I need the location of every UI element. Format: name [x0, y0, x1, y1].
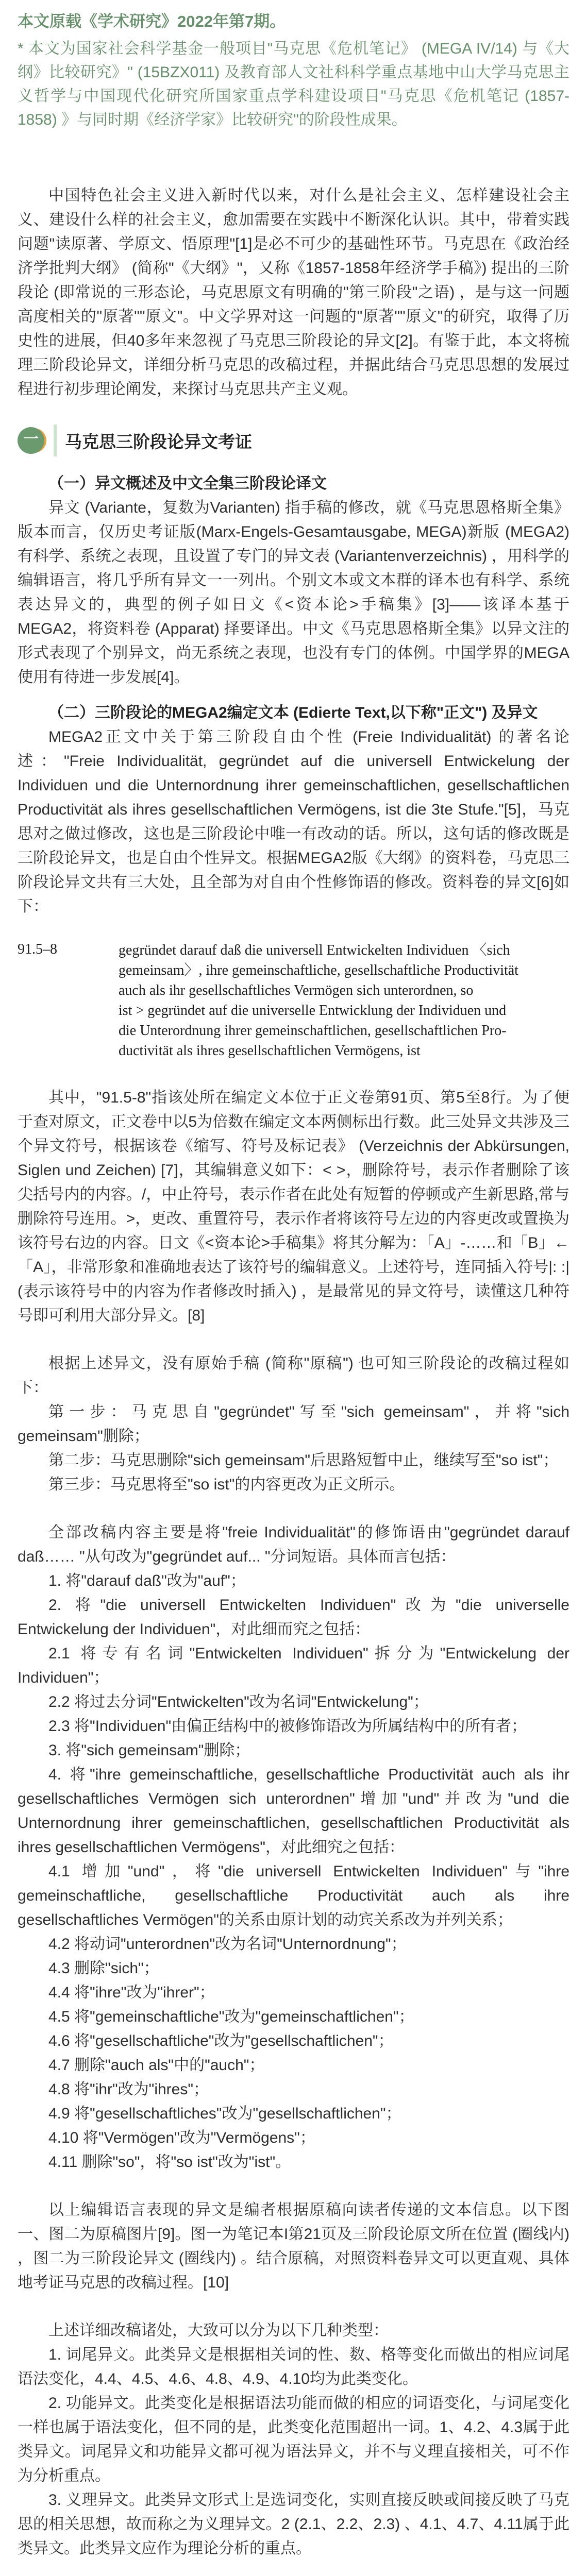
section-divider-bar [54, 425, 57, 456]
variant-types-intro: 上述详细改稿诸处，大致可以分为以下几种类型： [48, 2322, 389, 2339]
variant-type-2: 2. 功能异文。此类变化是根据语法功能而做的相应的词语变化，与词尾变化一样也属于语法变化，但不同的是，此类变化范围超出一词。1、4.2、4.3属于此类异文。词尾异文和功能异文都可视为语法异文，并不与义理直接相关，可不作为分析重点。 [18, 2395, 569, 2484]
symbols-explanation-paragraph: 其中，"91.5-8"指该处所在编定文本位于正文卷第91页、第5至8行。为了便于查对原文，正文卷中以5为倍数在编定文本两侧标出行数。此三处异文共涉及三个异文符号，根据该卷《缩写、符号及标记表》 (Verzeichnis der Abkürsungen, Siglen und Zeichen) [7]，其编辑意义如下：< >，删除符号，表示作者删除了该尖括号内的内容。/，中止符号，表示作者在此处有短暂的停顿或产生新思路,常与删除符号连用。>，更改、重置符号，表示作者将该符号左边的内容更改或置换为该符号右边的内容。日文《<资本论>手稿集》将其分解为：「A」-……和「B」←「A」，非常形象和准确地表达了该符号的编辑意义。上述符号，连同插入符号|: :| (表示该符号中的内容为作者修改时插入) ，是最常见的异文符号，读懂这几种符号即可利用大部分异文。[8] [18, 1089, 569, 1324]
revision-steps-intro: 根据上述异文，没有原始手稿 (简称"原稿") 也可知三阶段论的改稿过程如下： [18, 1355, 569, 1396]
apparatus-line: ist > gegründet auf die universelle Entwicklung der Individuen und [119, 1003, 507, 1019]
revision-step-2: 第二步：马克思删除"sich gemeinsam"后思路短暂中止，继续写至"so ist"； [48, 1452, 559, 1469]
change-item-4-10: 4.10 将"Vermögen"改为"Vermögens"； [48, 2129, 315, 2146]
funding-note: * 本文为国家社会科学基金一般项目"马克思《危机笔记》 (MEGA IV/14) 与《大纲》比较研究》" (15BZX011) 及教育部人文社科科学重点基地中山大学马克思主义哲学与中国现代化研究所国家重点学科建设项目"马克思《危机笔记 (1857-1858) 》与同时期《经济学家》比较研究"的阶段性成果。 [18, 40, 569, 128]
revision-step-3: 第三步：马克思将至"so ist"的内容更改为正文所示。 [48, 1476, 405, 1493]
apparatus-line: auch als ihr gesellschaftliches Vermögen sich unterordnen, so [119, 982, 474, 998]
apparatus-line: gegründet darauf daß die universell Entwickelten Individuen 〈sich [119, 942, 510, 958]
section-number: 一 [23, 431, 39, 448]
apparatus-line: die Unterordnung ihrer gemeinschaftlichen, gesellschaftlichen Pro- [119, 1023, 507, 1039]
change-item-4-11: 4.11 删除"so"，将"so ist"改为"ist"。 [48, 2154, 291, 2171]
change-item-4-7: 4.7 删除"auch als"中的"auch"； [48, 2057, 265, 2074]
change-item-1: 1. 将"darauf daß"改为"auf"； [48, 1572, 246, 1589]
change-item-2: 2. 将"die universell Entwickelten Individuen"改为"die universelle Entwickelung der Individuen"，对此细而究之包括： [18, 1597, 569, 1638]
variants-overview-paragraph: 异文 (Variante，复数为Varianten) 指手稿的修改，就《马克思恩格斯全集》版本而言，仅历史考证版(Marx-Engels-Gesamtausgabe, MEGA)新版 (MEGA2) 有科学、系统之表现，且设置了专门的异文表 (Variantenverzeichnis) ，用科学的编辑语言，将几乎所有异文一一列出。个别文本或文本群的译本也有科学、系统表达异文的，典型的例子如日文《<资本论>手稿集》[3]——该译本基于MEGA2，将资料卷 (Apparat) 择要译出。中文《马克思恩格斯全集》以异文注的形式表现了个别异文，尚无系统之表现，也没有专门的体例。中国学界的MEGA使用有待进一步发展[4]。 [18, 499, 569, 686]
apparatus-line: gemeinsam〉, ihre gemeinschaftliche, gesellschaftliche Productivität [119, 962, 518, 978]
change-item-4-6: 4.6 将"gesellschaftliche"改为"gesellschaftlichen"； [48, 2032, 394, 2049]
change-item-3: 3. 将"sich gemeinsam"删除； [48, 1742, 250, 1759]
change-item-4-1: 4.1 增加"und"，将"die universell Entwickelten Individuen"与"ihre gemeinschaftliche, gesellschaftliche Productivität auch als ihre gesellschaftliches Vermögen"的关系由原计划的动宾关系改为并列关系； [18, 1863, 569, 1928]
section-title: 马克思三阶段论异文考证 [65, 432, 252, 451]
change-item-4-3: 4.3 删除"sich"； [48, 1960, 159, 1977]
subsection-2-title: （二）三阶段论的MEGA2编定文本 (Edierte Text,以下称"正文") 及异文 [48, 704, 538, 721]
change-item-4-2: 4.2 将动词"unterordnen"改为名词"Unternordnung"； [48, 1936, 407, 1953]
change-item-2-2: 2.2 将过去分词"Entwickelten"改为名词"Entwickelung"； [48, 1693, 429, 1710]
article-source-note: 本文原载《学术研究》2022年第7期。 [18, 12, 286, 30]
section-number-badge-icon [18, 427, 46, 454]
mega2-text-paragraph: MEGA2正文中关于第三阶段自由个性 (Freie Individualität) 的著名论述："Freie Individualität, gegründet auf die universell Entwickelung der Individuen und die Unternordnung ihrer gemeinschaftlichen, gesellschaftlichen Productivität als ihres gesellschaftlichen Vermögens, ist die 3te Stufe."[5]，马克思对之做过修改，这也是三阶段论中唯一有改动的话。所以，这句话的修改既是三阶段论异文，也是自由个性异文。根据MEGA2版《大纲》的资料卷，马克思三阶段论异文共有三大处，且全部为对自由个性修饰语的修改。资料卷的异文[6]如下： [18, 728, 569, 915]
figures-intro-paragraph: 以上编辑语言表现的异文是编者根据原稿向读者传递的文本信息。以下图一、图二为原稿图片[9]。图一为笔记本I第21页及三阶段论原文所在位置 (圈线内) ，图二为三阶段论异文 (圈线内) 。结合原稿，对照资料卷异文可以更直观、具体地考证马克思的改稿过程。[10] [18, 2201, 569, 2291]
change-item-4: 4. 将"ihre gemeinschaftliche, gesellschaftliche Productivität auch als ihr gesellschaftliches Vermögen sich unterordnen"增加"und"并改为"und die Unternordnung ihrer gemeinschaftlichen, gesellschaftlichen Productivität als ihres gesellschaftlichen Vermögens"，对此细究之包括： [18, 1766, 569, 1856]
apparatus-line-reference: 91.5–8 [18, 941, 57, 957]
apparatus-variant-block [18, 940, 569, 1061]
changes-intro: 全部改稿内容主要是将"freie Individualität"的修饰语由"gegründet darauf daß…… "从句改为"gegründet auf... "分词短语。具体而言包括： [18, 1524, 569, 1565]
intro-paragraph: 中国特色社会主义进入新时代以来，对什么是社会主义、怎样建设社会主义、建设什么样的社会主义，愈加需要在实践中不断深化认识。其中，带着实践问题"读原著、学原文、悟原理"[1]是必不可少的基础性环节。马克思在《政治经济学批判大纲》 (简称"《大纲》"，又称《1857-1858年经济学手稿》) 提出的三阶段论 (即常说的三形态论，马克思原文有明确的"第三阶段"之语) ，是与这一问题高度相关的"原著""原文"。中文学界对这一问题的"原著""原文"的研究，取得了历史性的进展，但40多年来忽视了马克思三阶段论的异文[2]。有鉴于此，本文将梳理三阶段论异文，详细分析马克思的改稿过程，并据此结合马克思思想的发展过程进行初步理论阐发，来探讨马克思共产主义观。 [18, 187, 569, 398]
change-item-2-3: 2.3 将"Individuen"由偏正结构中的被修饰语改为所属结构中的所有者； [48, 1718, 527, 1735]
change-item-4-5: 4.5 将"gemeinschaftliche"改为"gemeinschaftlichen"； [48, 2008, 414, 2025]
apparatus-german-text [119, 940, 569, 1061]
apparatus-line: ductivität als ihres gesellschaftlichen Vermögens, ist [119, 1043, 421, 1059]
section-one-header [18, 425, 569, 456]
change-item-4-8: 4.8 将"ihr"改为"ihres"； [48, 2081, 209, 2098]
change-item-4-4: 4.4 将"ihre"改为"ihrer"； [48, 1984, 215, 2001]
variant-type-3: 3. 义理异文。此类异文形式上是选词变化，实则直接反映或间接反映了马克思的相关思想，故而称之为义理异文。2 (2.1、2.2、2.3) 、4.1、4.7、4.11属于此类异文。此类异文应作为理论分析的重点。 [18, 2492, 569, 2557]
change-item-2-1: 2.1 将专有名词"Entwickelten Individuen"拆分为"Entwickelung der Individuen"； [18, 1645, 569, 1686]
variant-type-1: 1. 词尾异文。此类异文是根据相关词的性、数、格等变化而做出的相应词尾语法变化，4.4、4.5、4.6、4.8、4.9、4.10均为此类变化。 [18, 2346, 569, 2387]
change-item-4-9: 4.9 将"gesellschaftliches"改为"gesellschaftlichen"； [48, 2105, 401, 2122]
revision-step-1: 第一步：马克思自"gegründet"写至"sich gemeinsam"，并将"sich gemeinsam"删除； [18, 1403, 569, 1445]
badge-green-circle [18, 427, 44, 454]
subsection-1-title: （一）异文概述及中文全集三阶段论译文 [48, 475, 327, 492]
